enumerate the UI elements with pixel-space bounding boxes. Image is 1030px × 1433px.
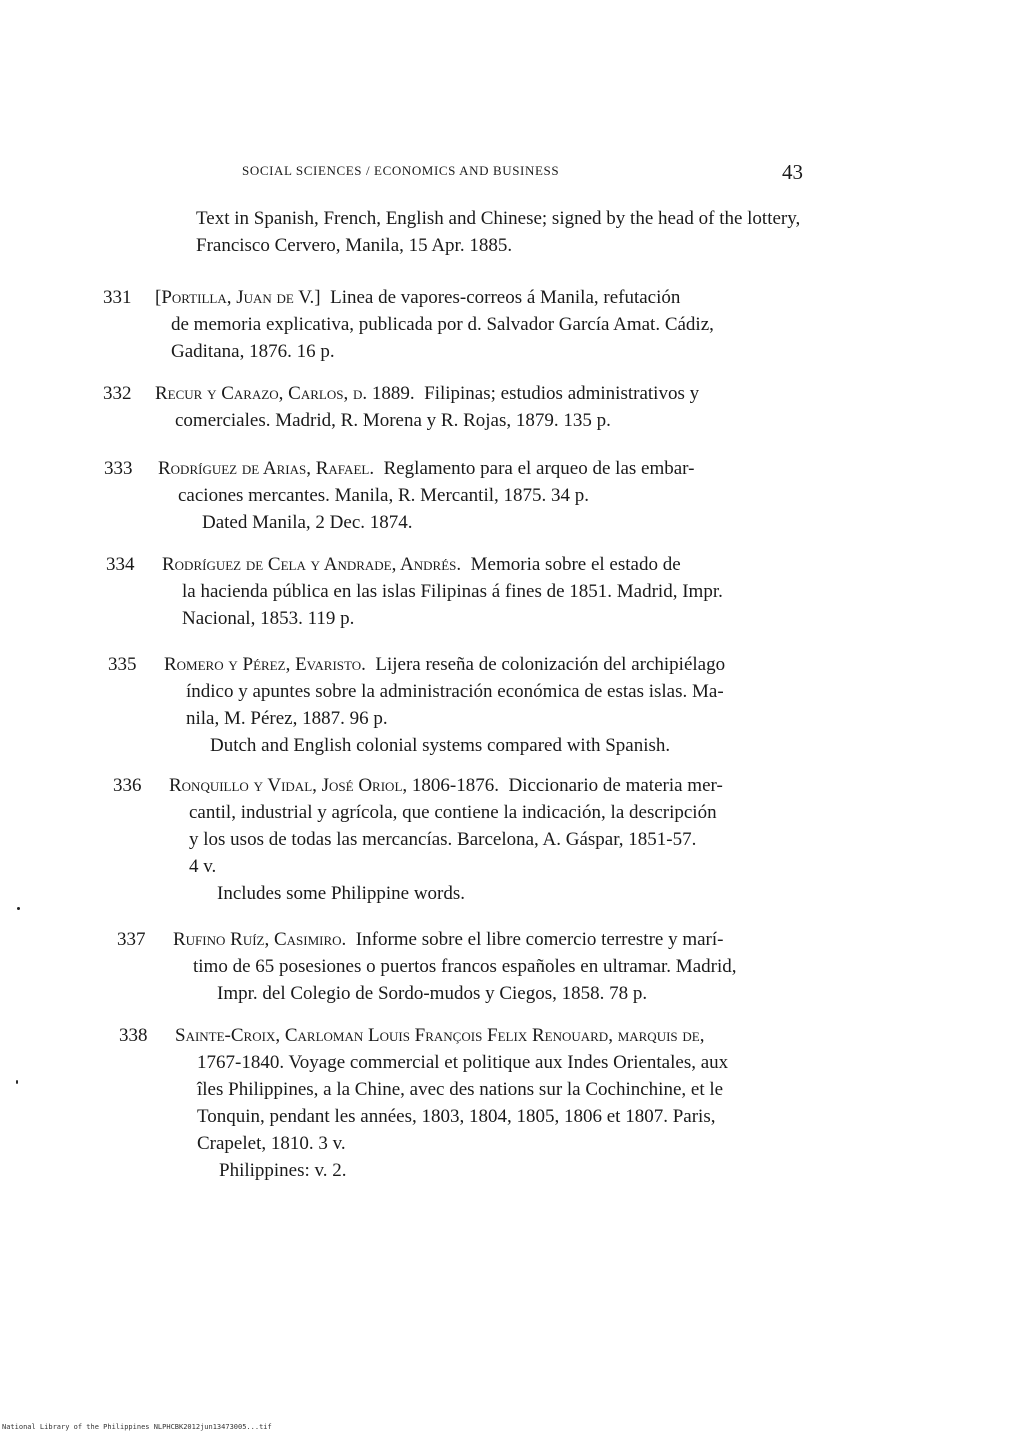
entry-line: Linea de vapores-correos á Manila, refutación (330, 287, 681, 308)
entry-author: Rufino Ruíz, Casimiro. (173, 929, 347, 950)
entry-number: 331 (103, 287, 132, 308)
entry-line: cantil, industrial y agrícola, que contiene la indicación, la descripción (189, 802, 717, 823)
entry-line: y los usos de todas las mercancías. Barcelona, A. Gáspar, 1851-57. (189, 829, 697, 850)
entry-line: Tonquin, pendant les années, 1803, 1804, 1805, 1806 et 1807. Paris, (197, 1106, 716, 1127)
entry-number: 337 (117, 929, 146, 950)
entry-number: 334 (106, 554, 135, 575)
entry-line: caciones mercantes. Manila, R. Mercantil, 1875. 34 p. (178, 485, 590, 506)
entry-line: 1767-1840. Voyage commercial et politique aux Indes Orientales, aux (197, 1052, 729, 1073)
scan-speck (17, 907, 20, 910)
entry-author: Ronquillo y Vidal, José Oriol, 1806-1876. (169, 775, 499, 796)
entry-line: nila, M. Pérez, 1887. 96 p. (186, 708, 388, 729)
entry-line: índico y apuntes sobre la administración económica de estas islas. Ma- (186, 681, 724, 702)
entry-author: Rodríguez de Arias, Rafael. (158, 458, 375, 479)
entry-author: Sainte-Croix, Carloman Louis François Felix Renouard, marquis de, (175, 1025, 705, 1046)
entry-note: Philippines: v. 2. (219, 1160, 347, 1181)
entry-author: Romero y Pérez, Evaristo. (164, 654, 366, 675)
entry-note: Includes some Philippine words. (217, 883, 466, 904)
running-head: SOCIAL SCIENCES / ECONOMICS AND BUSINESS (242, 163, 560, 178)
continued-note: Text in Spanish, French, English and Chinese; signed by the head of the lottery, Francisco Cervero, Manila, 15 Apr. 1885. (196, 208, 801, 256)
entry-line: Gaditana, 1876. 16 p. (171, 341, 335, 362)
entry-line: timo de 65 posesiones o puertos francos españoles en ultramar. Madrid, (193, 956, 737, 977)
scan-speck (16, 1080, 18, 1084)
entry-line: Crapelet, 1810. 3 v. (197, 1133, 346, 1154)
entry-number: 335 (108, 654, 137, 675)
entry-note: Dated Manila, 2 Dec. 1874. (202, 512, 413, 533)
entry-line: îles Philippines, a la Chine, avec des nations sur la Cochinchine, et le (197, 1079, 724, 1100)
entry-number: 338 (119, 1025, 148, 1046)
entry-author: [Portilla, Juan de V.] (155, 287, 321, 308)
entry-line: la hacienda pública en las islas Filipinas á fines de 1851. Madrid, Impr. (182, 581, 723, 602)
entry-line: Memoria sobre el estado de (470, 554, 681, 575)
entry-author: Recur y Carazo, Carlos, d. 1889. (155, 383, 415, 404)
entry-line: 4 v. (189, 856, 217, 877)
entry-line: Reglamento para el arqueo de las embar- (383, 458, 695, 479)
entry-line: Diccionario de materia mer- (508, 775, 723, 796)
entry-line: Lijera reseña de colonización del archipiélago (375, 654, 726, 675)
entry-number: 336 (113, 775, 142, 796)
entry-author: Rodríguez de Cela y Andrade, Andrés. (162, 554, 462, 575)
entry-line: comerciales. Madrid, R. Morena y R. Rojas, 1879. 135 p. (175, 410, 611, 431)
entry-number: 333 (104, 458, 133, 479)
entry-line: Nacional, 1853. 119 p. (182, 608, 355, 629)
entry-line: Impr. del Colegio de Sordo-mudos y Ciegos, 1858. 78 p. (217, 983, 648, 1004)
entry-number: 332 (103, 383, 132, 404)
entry-line: Informe sobre el libre comercio terrestre y marí- (355, 929, 724, 950)
page-number: 43 (782, 160, 803, 184)
entry-line: de memoria explicativa, publicada por d. Salvador García Amat. Cádiz, (171, 314, 714, 335)
entry-line: Filipinas; estudios administrativos y (424, 383, 700, 404)
scan-footer: National Library of the Philippines NLPHCBK2012jun13473005...tif (2, 1423, 272, 1431)
entry-note: Dutch and English colonial systems compared with Spanish. (210, 735, 671, 756)
